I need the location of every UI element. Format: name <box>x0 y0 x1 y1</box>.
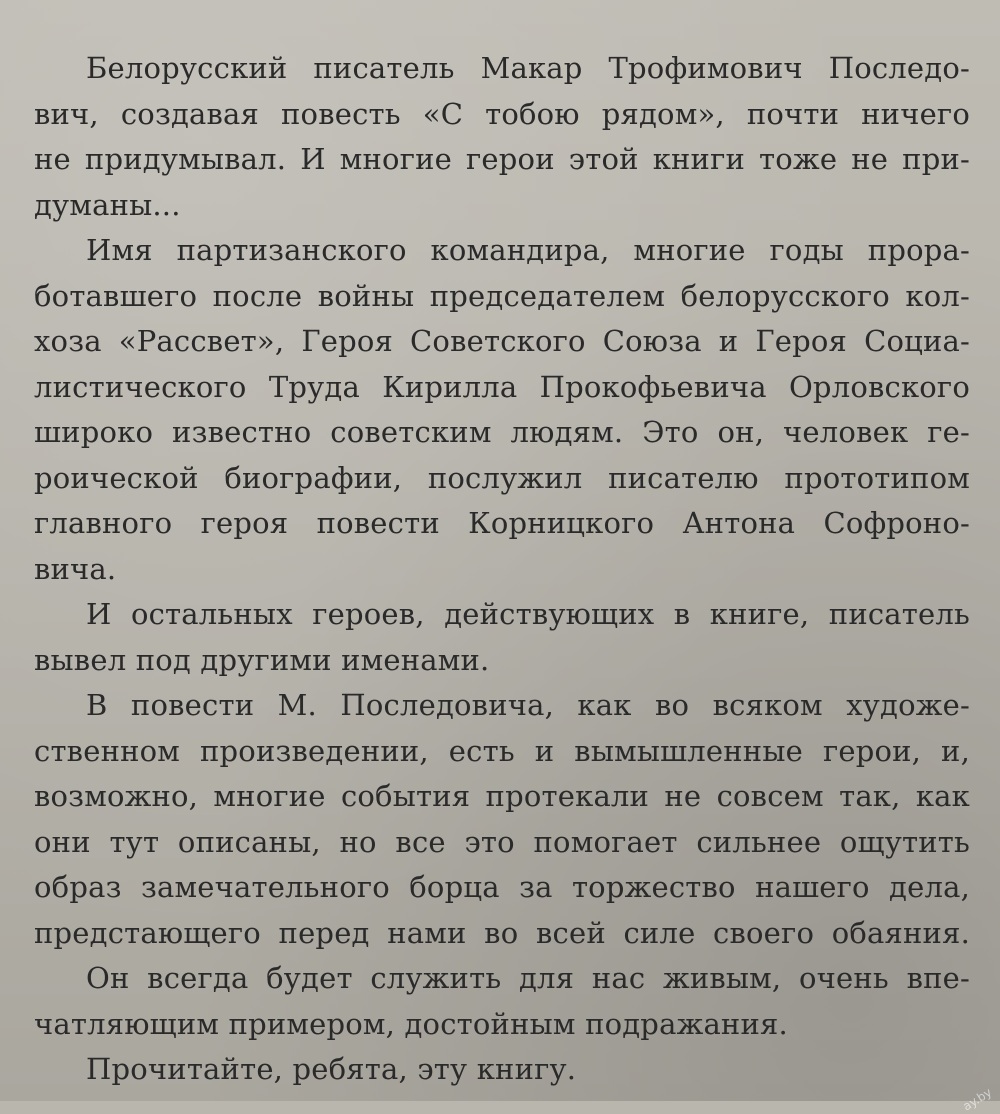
text-line: хоза «Рассвет», Героя Советского Союза и Героя Социа- <box>34 324 970 358</box>
text-line: они тут описаны, но все это помогает сильнее ощутить <box>34 824 970 859</box>
text-line: главного героя повести Корницкого Антона Софроно- <box>34 506 970 540</box>
text-line: думаны... <box>34 187 181 222</box>
text-line: вич, создавая повесть «С тобою рядом», почти ничего <box>34 96 970 131</box>
text-line: вывел под другими именами. <box>34 642 490 677</box>
text-line: Он всегда будет служить для нас живым, очень впе- <box>86 961 970 995</box>
text-line: ственном произведении, есть и вымышленные герои, и, <box>34 733 970 768</box>
text-line: чатляющим примером, достойным подражания. <box>34 1006 788 1041</box>
text-line: Белорусский писатель Макар Трофимович Последо- <box>86 51 970 85</box>
text-line: Имя партизанского командира, многие годы прора- <box>86 233 970 267</box>
text-line: предстающего перед нами во всей силе своего обаяния. <box>34 915 970 950</box>
text-line: широко известно советским людям. Это он, человек ге- <box>34 415 970 449</box>
text-line: Прочитайте, ребята, эту книгу. <box>86 1052 577 1086</box>
text-line: не придумывал. И многие герои этой книги тоже не при- <box>34 142 970 176</box>
text-line: листического Труда Кирилла Прокофьевича Орловского <box>34 369 970 404</box>
text-line: вича. <box>34 551 117 586</box>
text-line: В повести М. Последовича, как во всяком художе- <box>86 688 970 722</box>
text-line: роической биографии, послужил писателю прототипом <box>34 460 970 495</box>
site-watermark: ay.by <box>960 1085 994 1114</box>
text-line: И остальных героев, действующих в книге, писатель <box>86 597 970 631</box>
body-text <box>34 46 970 1093</box>
text-line: ботавшего после войны председателем белорусского кол- <box>34 278 970 313</box>
text-line: возможно, многие события протекали не совсем так, как <box>34 779 970 813</box>
text-line: образ замечательного борца за торжество нашего дела, <box>34 870 970 904</box>
